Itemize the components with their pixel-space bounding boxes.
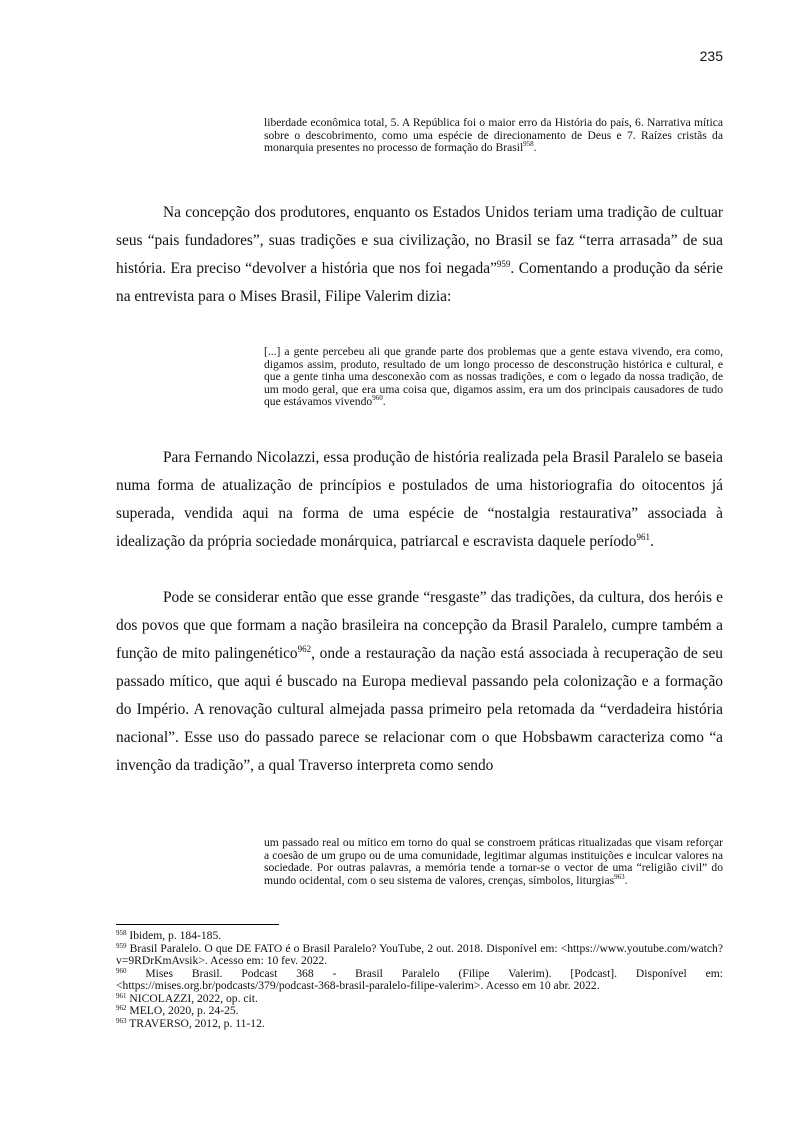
footnotes	[116, 930, 723, 1030]
paragraph-text-end: . Comentando a produção da série na entrevista para o Mises Brasil, Filipe Valerim dizia:	[116, 260, 723, 305]
footnote-ref[interactable]: 960	[372, 394, 383, 402]
paragraph-text: Pode se considerar então que esse grande “resgaste” das tradições, da cultura, dos heróis e dos povos que que formam a nação brasileira na concepção da Brasil Paralelo, cumpre também a função de mito palingenético	[116, 589, 723, 662]
quote-text: [...] a gente percebeu ali que grande parte dos problemas que a gente estava vivendo, era como, digamos assim, produto, resultado de um longo processo de desconstrução histórica e cultural, e que a gente tinha uma desconexão com as nossas tradições, e com o legado da nossa tradição, de um modo geral, que era uma coisa que, digamos assim, era um dos principais causadores de tudo que estávamos vivendo	[264, 345, 723, 408]
paragraph-3	[116, 584, 723, 780]
footnote-number: 962	[116, 1004, 127, 1012]
paragraph-text-end: .	[649, 533, 654, 550]
footnote	[116, 968, 723, 993]
footnote-ref[interactable]: 958	[523, 140, 534, 148]
paragraph-text: Para Fernando Nicolazzi, essa produção de história realizada pela Brasil Paralelo se baseia numa forma de atualização de princípios e postulados de uma historiografia do oitocentos já superada, vendida aqui na forma de uma espécie de “nostalgia restaurativa” associada à idealização da própria sociedade monárquica, patriarcal e escravista daquele período	[116, 449, 723, 550]
footnote-ref[interactable]: 961	[636, 532, 650, 542]
quote-end: .	[382, 395, 386, 408]
footnote-number: 960	[116, 966, 127, 975]
page-number: 235	[699, 48, 723, 64]
footnote-separator	[116, 924, 279, 925]
footnote-text: TRAVERSO, 2012, p. 11-12.	[126, 1016, 265, 1030]
block-quote-3	[264, 837, 723, 887]
footnote-number: 963	[116, 1016, 127, 1025]
quote-end: .	[624, 873, 628, 887]
footnote	[116, 1018, 723, 1031]
quote-text: liberdade econômica total, 5. A República foi o maior erro da História do país, 6. Narrativa mítica sobre o descobrimento, como uma espécie de direcionamento de Deus e 7. Raízes cristãs da monarquia presentes no processo de formação do Brasil	[264, 116, 723, 154]
footnote-ref[interactable]: 962	[297, 644, 312, 654]
paragraph-2	[116, 444, 723, 556]
block-quote-2	[264, 346, 723, 409]
quote-text: um passado real ou mítico em torno do qual se constroem práticas ritualizadas que visam reforçar a coesão de um grupo ou de uma comunidade, legitimar algumas instituições e inculcar valores na sociedade. Por outras palavras, a memória tende a tornar-se o vector de uma “religião civil” do mundo ocidental, com o seu sistema de valores, crenças, símbolos, liturgias	[264, 836, 723, 887]
footnote-ref[interactable]: 963	[614, 872, 625, 881]
footnote-number: 959	[116, 941, 127, 950]
footnote-text: Ibidem, p. 184-185.	[126, 929, 222, 942]
block-quote-1	[264, 117, 723, 155]
footnote-ref[interactable]: 959	[496, 259, 511, 269]
footnote-text: MELO, 2020, p. 24-25.	[126, 1004, 239, 1017]
footnote-text: NICOLAZZI, 2022, op. cit.	[126, 991, 258, 1005]
quote-end: .	[533, 141, 537, 154]
paragraph-1	[116, 199, 723, 311]
footnote	[116, 943, 723, 968]
footnote-text: Mises Brasil. Podcast 368 - Brasil Paralelo (Filipe Valerim). [Podcast]. Disponível em: <https://mises.org.br/podcasts/379/podcast-368-brasil-paralelo-filipe-valerim>. Acesso em 10 abr. 2022.	[116, 966, 723, 992]
footnote-number: 958	[116, 929, 127, 937]
paragraph-text-end: , onde a restauração da nação está associada à recuperação de seu passado mítico, que aqui é buscado na Europa medieval passando pela colonização e a formação do Império. A renovação cultural almejada passa primeiro pela retomada da “verdadeira história nacional”. Esse uso do passado parece se relacionar com o que Hobsbawm caracteriza como “a invenção da tradição”, a qual Traverso interpreta como sendo	[116, 645, 723, 774]
footnote-number: 961	[116, 991, 127, 1000]
footnote-text: Brasil Paralelo. O que DE FATO é o Brasil Paralelo? YouTube, 2 out. 2018. Disponível em: <https://www.youtube.com/watch?v=9RDrKmAvsik>. Acesso em: 10 fev. 2022.	[116, 941, 723, 967]
paragraph-text: Na concepção dos produtores, enquanto os Estados Unidos teriam uma tradição de cultuar seus “pais fundadores”, suas tradições e sua civilização, no Brasil se faz “terra arrasada” de sua história. Era preciso “devolver a história que nos foi negada”	[116, 204, 723, 277]
